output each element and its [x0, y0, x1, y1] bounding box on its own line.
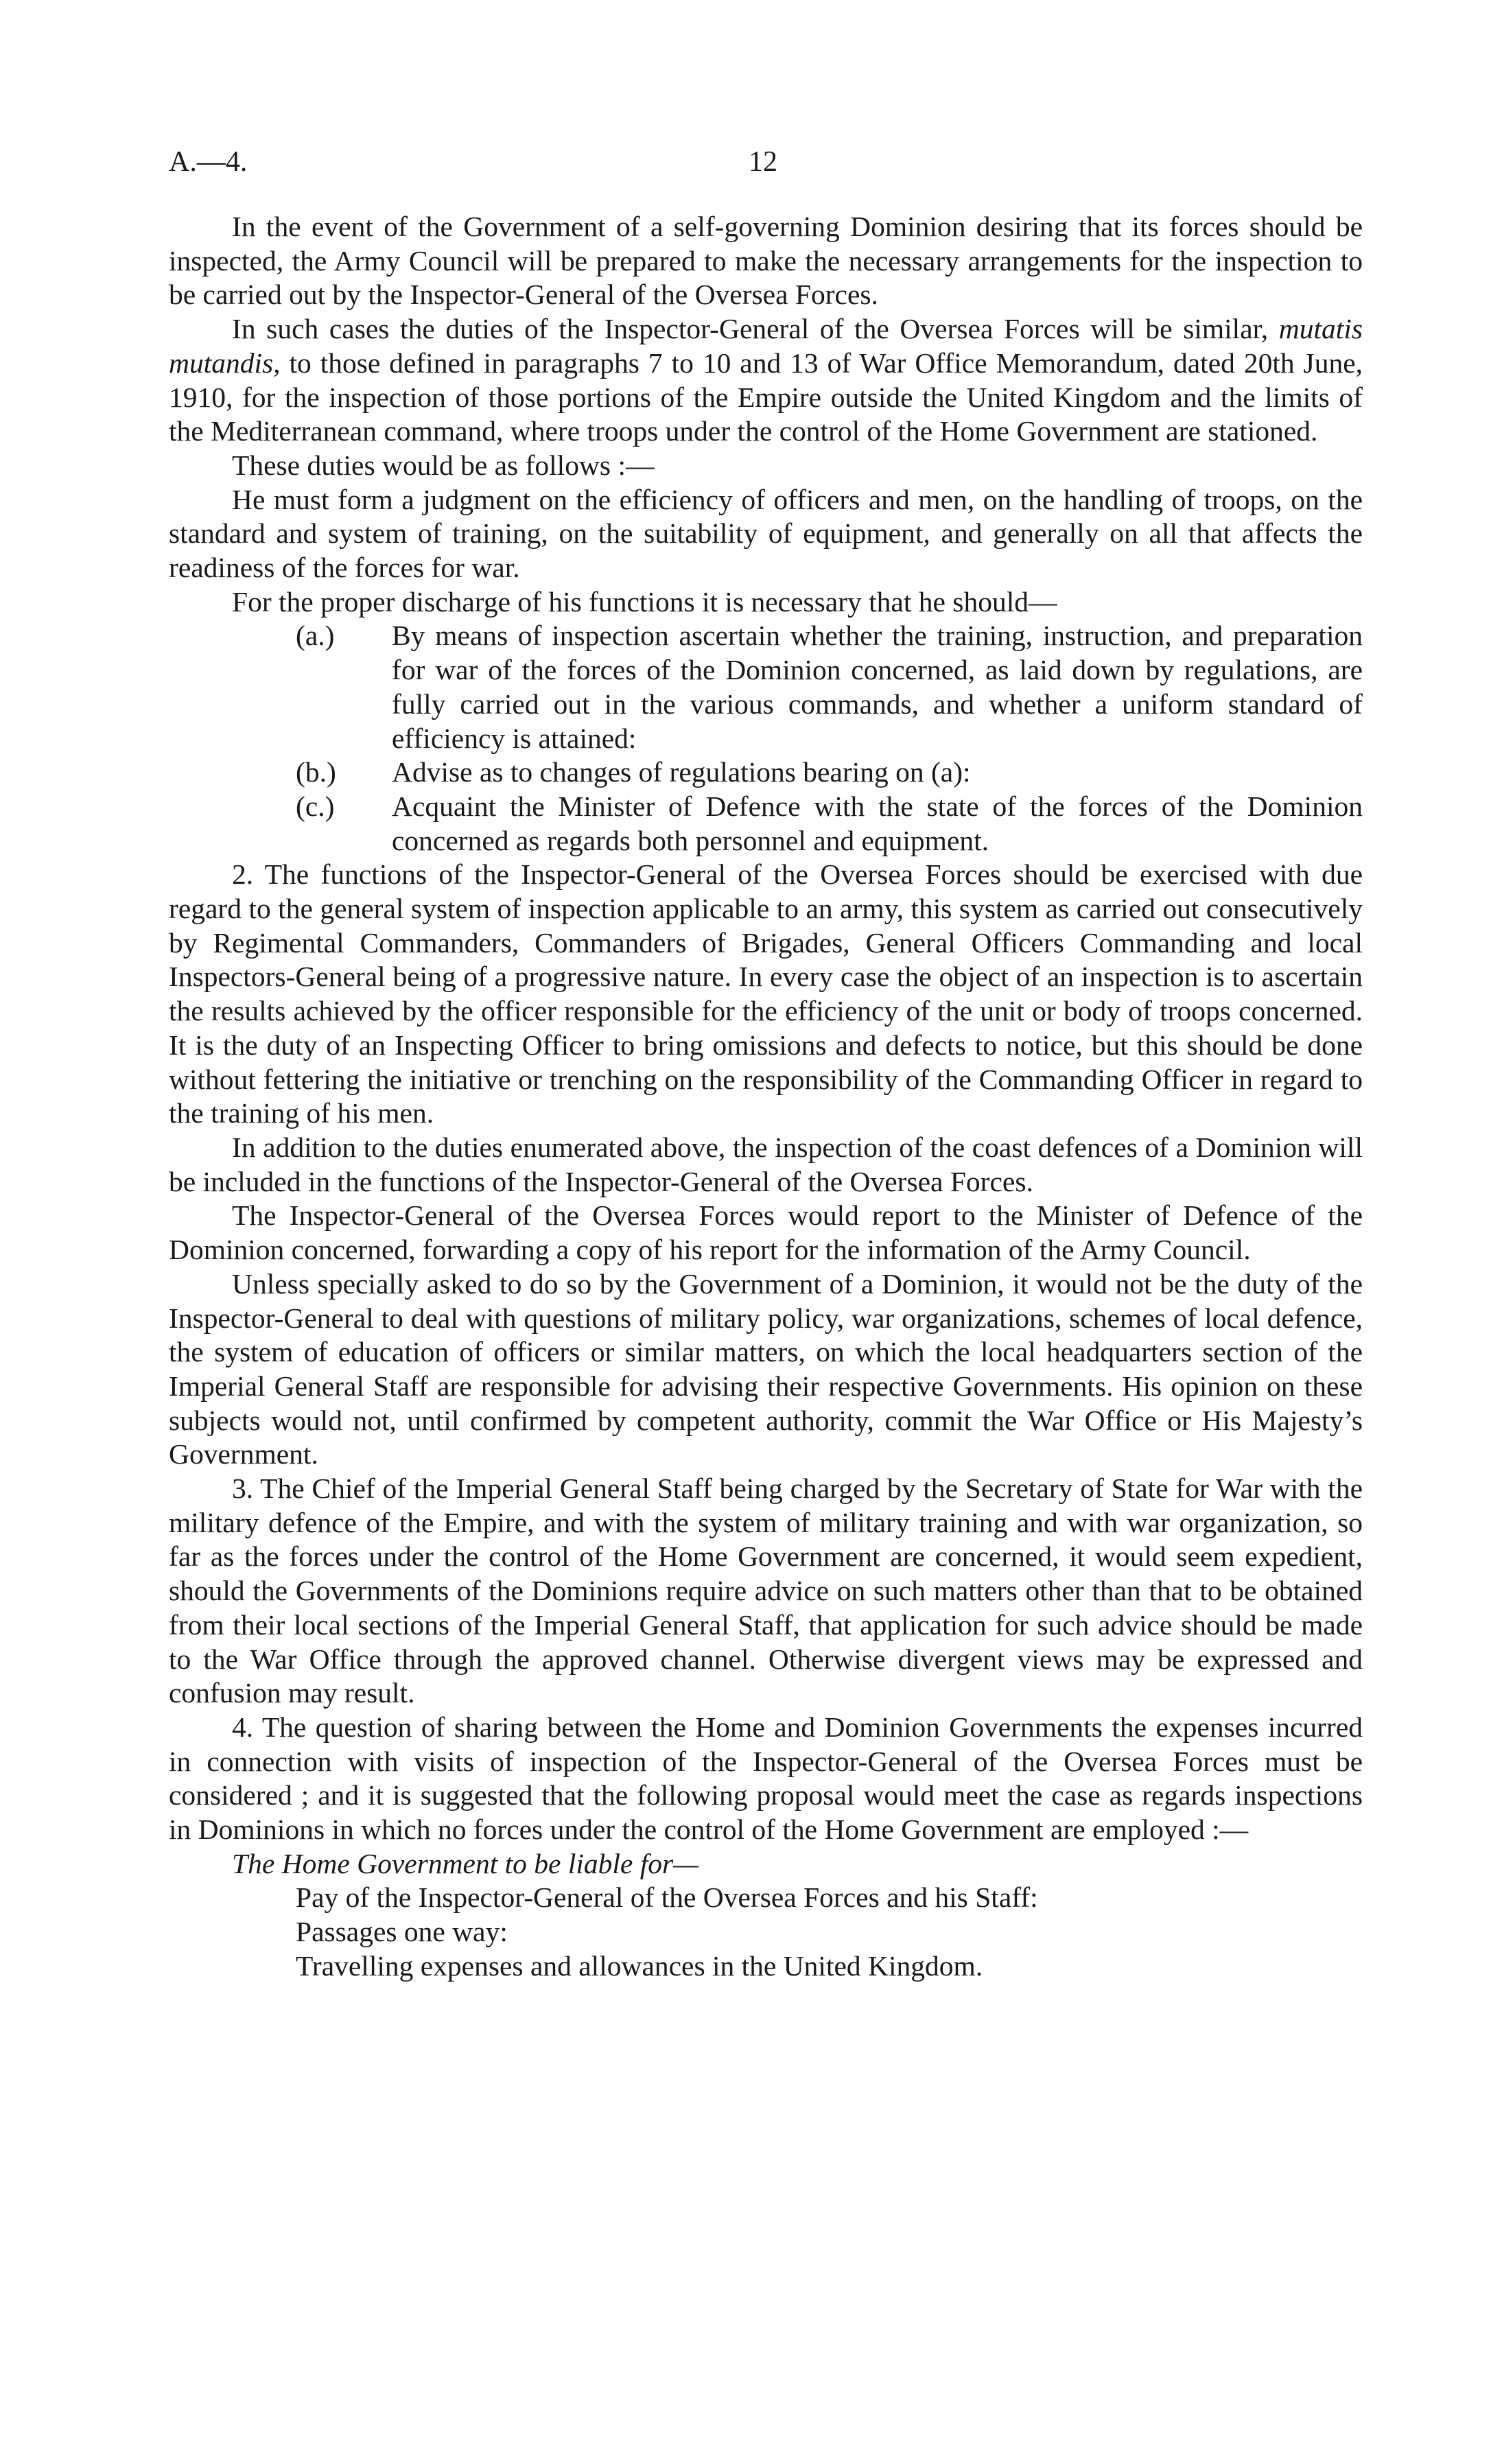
list-item-a [169, 619, 1363, 755]
liability-item: Pay of the Inspector-General of the Oversea Forces and his Staff: [296, 1881, 1038, 1914]
page-header [169, 145, 1363, 191]
paragraph-section-3: 3. The Chief of the Imperial General Staff being charged by the Secretary of State for War with the military defence of the Empire, and with the system of military training and with war organization, so far as the forces under the control of the Home Government are concerned, it would seem expedient, should the Governments of the Dominions require advice on such matters other than that to be obtained from their local sections of the Imperial General Staff, that application for such advice should be made to the War Office through the approved channel. Otherwise divergent views may be expressed and confusion may result. [169, 1472, 1363, 1709]
list-item-b [169, 755, 1363, 790]
paragraph-inspection-request: In the event of the Government of a self-governing Dominion desiring that its forces should be inspected, the Army Council will be prepared to make the necessary arrangements for the inspection to be carried out by the Inspector-General of the Oversea Forces. [169, 211, 1363, 311]
paragraph-text-before: In such cases the duties of the Inspector-General of the Oversea Forces will be similar, [232, 313, 1269, 345]
list-item-c [169, 790, 1363, 858]
list-item-label: (b.) [296, 756, 336, 788]
paragraph-military-policy: Unless specially asked to do so by the Government of a Dominion, it would not be the duty of the Inspector-General to deal with questions of military policy, war organizations, schemes of local defence, the system of education of officers or similar matters, on which the local headquarters section of the Imperial General Staff are responsible for advising their respective Governments. His opinion on these subjects would not, until confirmed by competent authority, commit the War Office or His Majesty’s Government. [169, 1267, 1363, 1470]
paragraph-report: The Inspector-General of the Oversea Forces would report to the Minister of Defence of the Dominion concerned, forwarding a copy of his report for the information of the Army Council. [169, 1199, 1363, 1266]
document-page [169, 145, 1363, 1984]
list-item-text: Advise as to changes of regulations bearing on (a): [392, 756, 971, 788]
paragraph-section-4: 4. The question of sharing between the Home and Dominion Governments the expenses incurred in connection with visits of inspection of the Inspector-General of the Oversea Forces must be considered ; and it is suggested that the following proposal would meet the case as regards inspections in Dominions in which no forces under the control of the Home Government are employed :— [169, 1711, 1363, 1846]
list-item-text: Acquaint the Minister of Defence with the state of the forces of the Dominion concerned as regards both personnel and equipment. [392, 790, 1363, 856]
page-number: 12 [749, 146, 777, 178]
paragraph-coast-defences: In addition to the duties enumerated above, the inspection of the coast defences of a Dominion will be included in the functions of the Inspector-General of the Oversea Forces. [169, 1131, 1363, 1197]
document-reference: A.—4. [169, 146, 248, 178]
liability-item: Passages one way: [296, 1916, 508, 1948]
paragraph-duties-follow: These duties would be as follows :— [232, 449, 655, 481]
paragraph-text-after: to those defined in paragraphs 7 to 10 and 13 of War Office Memorandum, dated 20th June, 1910, for the inspection of those portions of the Empire outside the United Kingdom and the limits of the Mediterranean command, where troops under the control of the Home Government are stationed. [169, 347, 1363, 447]
list-item-label: (a.) [296, 620, 335, 652]
list-item-label: (c.) [296, 790, 335, 822]
paragraph-duties-similar [169, 312, 1363, 449]
paragraph-proper-discharge: For the proper discharge of his functions it is necessary that he should— [232, 585, 1057, 618]
latin-phrase: mutatis mutandis, [169, 313, 1363, 379]
liability-heading: The Home Government to be liable for— [232, 1847, 699, 1879]
paragraph-judgment: He must form a judgment on the efficiency of officers and men, on the handling of troops, on the standard and system of training, on the suitability of equipment, and generally on all that affects the readiness of the forces for war. [169, 483, 1363, 584]
paragraph-section-2: 2. The functions of the Inspector-General of the Oversea Forces should be exercised with due regard to the general system of inspection applicable to an army, this system as carried out consecutively by Regimental Commanders, Commanders of Brigades, General Officers Commanding and local Inspectors-General being of a progressive nature. In every case the object of an inspection is to ascertain the results achieved by the officer responsible for the efficiency of the unit or body of troops concerned. It is the duty of an Inspecting Officer to bring omissions and defects to notice, but this should be done without fettering the initiative or trenching on the responsibility of the Commanding Officer in regard to the training of his men. [169, 858, 1363, 1129]
liability-item: Travelling expenses and allowances in the United Kingdom. [296, 1949, 983, 1982]
list-item-text: By means of inspection ascertain whether the training, instruction, and preparation for war of the forces of the Dominion concerned, as laid down by regulations, are fully carried out in the various commands, and whether a uniform standard of efficiency is attained: [392, 620, 1363, 754]
